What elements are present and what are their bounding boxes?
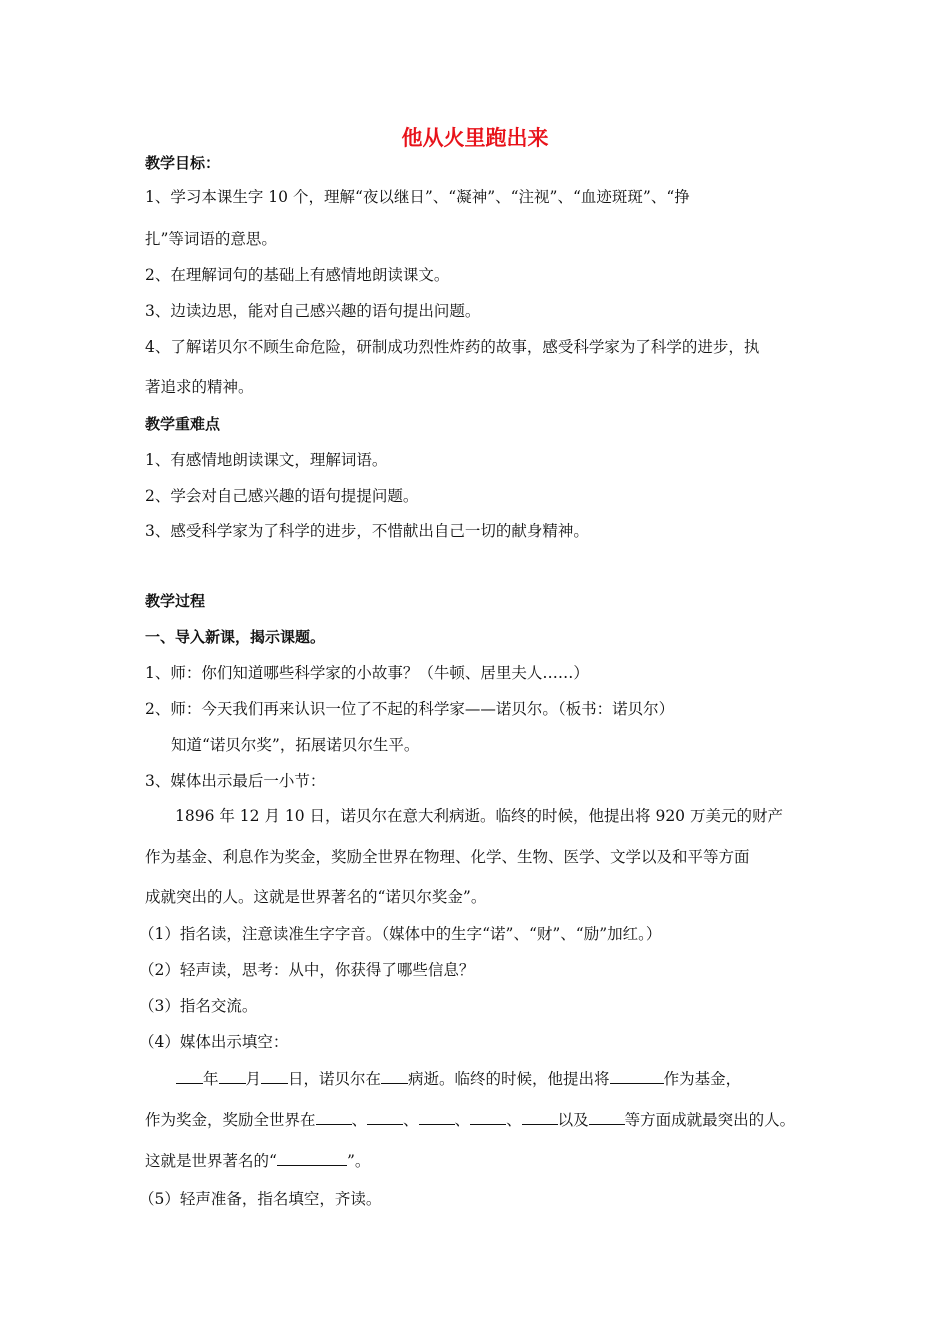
fill-text: 以及 [557, 1111, 589, 1129]
blank-field-2[interactable] [367, 1109, 403, 1125]
objective-item-2: 2、在理解词句的基础上有感情地朗读课文。 [145, 266, 450, 284]
blank-place[interactable] [381, 1068, 408, 1084]
blank-fund[interactable] [610, 1068, 664, 1084]
key-point-3: 3、感受科学家为了科学的进步，不惜献出自己一切的献身精神。 [145, 522, 589, 540]
fill-blank-line-2 [145, 1109, 795, 1130]
objective-item-1-cont: 扎”等词语的意思。 [145, 230, 277, 248]
fill-text: 作为奖金，奖励全世界在 [145, 1111, 316, 1129]
fill-text: 作为基金， [663, 1070, 742, 1088]
passage-line-3: 成就突出的人。这就是世界著名的“诺贝尔奖金”。 [145, 888, 487, 906]
sub-step-4: （4）媒体出示填空： [139, 1033, 289, 1051]
key-point-1: 1、有感情地朗读课文，理解词语。 [145, 451, 388, 469]
blank-day[interactable] [261, 1068, 288, 1084]
sub-step-5: （5）轻声准备，指名填空，齐读。 [139, 1190, 382, 1208]
fill-blank-line-3 [145, 1150, 370, 1171]
fill-text: 月 [245, 1070, 262, 1088]
key-points-heading: 教学重难点 [145, 415, 221, 433]
blank-month[interactable] [219, 1068, 246, 1084]
step-1: 1、师：你们知道哪些科学家的小故事？（牛顿、居里夫人……） [145, 664, 589, 682]
objectives-heading: 教学目标： [145, 154, 221, 172]
objective-item-1: 1、学习本课生字 10 个，理解“夜以继日”、“凝神”、“注视”、“血迹斑斑”、“挣 [145, 188, 690, 206]
sub-step-1: （1）指名读，注意读准生字字音。（媒体中的生字“诺”、“财”、“励”加红。） [139, 925, 662, 943]
objective-item-4-cont: 著追求的精神。 [145, 378, 254, 396]
process-heading: 教学过程 [145, 592, 206, 610]
key-point-2: 2、学会对自己感兴趣的语句提提问题。 [145, 487, 419, 505]
blank-field-5[interactable] [522, 1109, 558, 1125]
step-3: 3、媒体出示最后一小节： [145, 772, 326, 790]
fill-separator: 、 [351, 1111, 368, 1129]
step-2: 2、师：今天我们再来认识一位了不起的科学家——诺贝尔。（板书：诺贝尔） [145, 700, 675, 718]
fill-text: 年 [203, 1070, 219, 1088]
objective-item-3: 3、边读边思，能对自己感兴趣的语句提出问题。 [145, 302, 481, 320]
blank-prize-name[interactable] [277, 1150, 347, 1166]
fill-separator: 、 [454, 1111, 471, 1129]
fill-text: ”。 [346, 1152, 371, 1170]
fill-separator: 、 [403, 1111, 419, 1129]
section-1-heading: 一、导入新课，揭示课题。 [145, 628, 326, 646]
blank-year[interactable] [176, 1068, 203, 1084]
fill-text: 日，诺贝尔在 [288, 1070, 382, 1088]
fill-text: 这就是世界著名的“ [145, 1152, 277, 1170]
blank-field-3[interactable] [419, 1109, 455, 1125]
objective-item-4: 4、了解诺贝尔不顾生命危险，研制成功烈性炸药的故事，感受科学家为了科学的进步，执 [145, 338, 760, 356]
fill-text: 病逝。临终的时候，他提出将 [408, 1070, 610, 1088]
sub-step-3: （3）指名交流。 [139, 997, 258, 1015]
passage-line-1: 1896 年 12 月 10 日，诺贝尔在意大利病逝。临终的时候，他提出将 920 万美元的财产 [175, 807, 783, 825]
page-title: 他从火里跑出来 [401, 126, 549, 150]
fill-text: 等方面成就最突出的人。 [624, 1111, 796, 1129]
sub-step-2: （2）轻声读，思考：从中，你获得了哪些信息？ [139, 961, 475, 979]
blank-field-4[interactable] [470, 1109, 506, 1125]
fill-separator: 、 [506, 1111, 522, 1129]
fill-blank-line-1 [176, 1068, 741, 1089]
step-2-note: 知道“诺贝尔奖”，拓展诺贝尔生平。 [171, 736, 420, 754]
blank-field-1[interactable] [316, 1109, 352, 1125]
blank-field-6[interactable] [589, 1109, 625, 1125]
passage-line-2: 作为基金、利息作为奖金，奖励全世界在物理、化学、生物、医学、文学以及和平等方面 [145, 848, 750, 866]
